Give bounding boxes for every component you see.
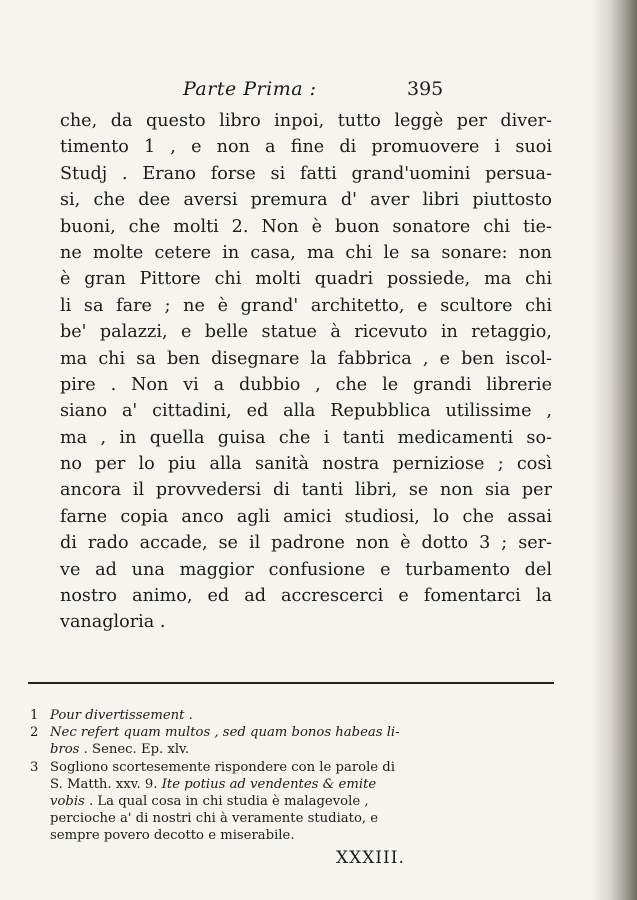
footnote-line <box>50 759 550 776</box>
text-line: siano a' cittadini, ed alla Repubblica utilissime , <box>60 401 552 422</box>
footnote-segment: vobis <box>50 794 85 810</box>
text-line: buoni, che molti 2. Non è buon sonatore chi tie- <box>60 216 552 237</box>
text-line: di rado accade, se il padrone non è dotto 3 ; ser- <box>60 533 552 554</box>
footnote-line <box>50 810 550 827</box>
footnote-number: 2 <box>30 725 39 741</box>
footnote-segment: Pour divertissement . <box>50 708 193 723</box>
running-title: Parte Prima : <box>183 78 317 100</box>
footnote-segment: Sogliono scortesemente rispondere con le parole di <box>50 759 395 775</box>
footnote-number: 3 <box>30 759 39 775</box>
footnote-segment: . Senec. Ep. xlv. <box>83 742 190 758</box>
text-line: ma , in quella guisa che i tanti medicamenti so- <box>60 427 552 448</box>
text-line: è gran Pittore chi molti quadri possiede, ma chi <box>60 269 552 290</box>
text-line: ancora il provvedersi di tanti libri, se non sia per <box>60 480 552 501</box>
footnote <box>30 724 550 758</box>
footnote-line <box>50 724 550 741</box>
text-line: nostro animo, ed ad accrescerci e fomentarci la <box>60 586 552 607</box>
page-gutter-shadow <box>593 0 637 900</box>
text-line: Studj . Erano forse si fatti grand'uomini persua- <box>60 163 552 184</box>
text-line: li sa fare ; ne è grand' architetto, e scultore chi <box>60 295 552 316</box>
text-line: farne copia anco agli amici studiosi, lo che assai <box>60 506 552 527</box>
text-line: timento 1 , e non a fine di promuovere i suoi <box>60 137 552 158</box>
footnote <box>30 707 550 724</box>
text-line: ve ad una maggior confusione e turbamento del <box>60 559 552 580</box>
footnote-rule <box>28 682 554 684</box>
footnote-segment: sempre povero decotto e miserabile. <box>50 828 295 844</box>
footnote-line <box>50 741 550 758</box>
footnote-segment: percioche a' di nostri chi à veramente studiato, e <box>50 811 379 827</box>
footnote-segment: Ite potius ad vendentes & emite <box>161 776 377 792</box>
footnote-segment: S. Matth. xxv. 9. <box>50 776 158 792</box>
text-line: ne molte cetere in casa, ma chi le sa sonare: non <box>60 242 552 263</box>
text-line: pire . Non vi a dubbio , che le grandi librerie <box>60 374 552 395</box>
text-line: si, che dee aversi premura d' aver libri piuttosto <box>60 190 552 211</box>
page-header <box>183 78 444 104</box>
text-line: che, da questo libro inpoi, tutto leggè per diver- <box>60 111 552 131</box>
footnote-segment: Nec refert quam multos , sed quam bonos habeas li- <box>50 725 400 741</box>
footnote-segment: bros <box>50 742 80 758</box>
footnotes <box>30 707 550 845</box>
main-text <box>60 108 552 636</box>
footnote-line <box>50 793 550 810</box>
footnote-segment: . La qual cosa in chi studia è malagevole , <box>89 794 369 810</box>
text-line: be' palazzi, e belle statue à ricevuto in retaggio, <box>60 322 552 343</box>
footnote-line <box>50 707 550 724</box>
footnote <box>30 759 550 845</box>
footnote-line <box>50 827 550 844</box>
text-line: vanagloria . <box>60 612 166 633</box>
footnote-number: 1 <box>30 708 39 723</box>
text-line: ma chi sa ben disegnare la fabbrica , e ben iscol- <box>60 348 552 369</box>
page-number: 395 <box>407 78 444 100</box>
text-line: no per lo piu alla sanità nostra perniziose ; così <box>60 454 552 475</box>
signature-mark: XXXIII. <box>336 848 405 868</box>
footnote-line <box>50 776 550 793</box>
